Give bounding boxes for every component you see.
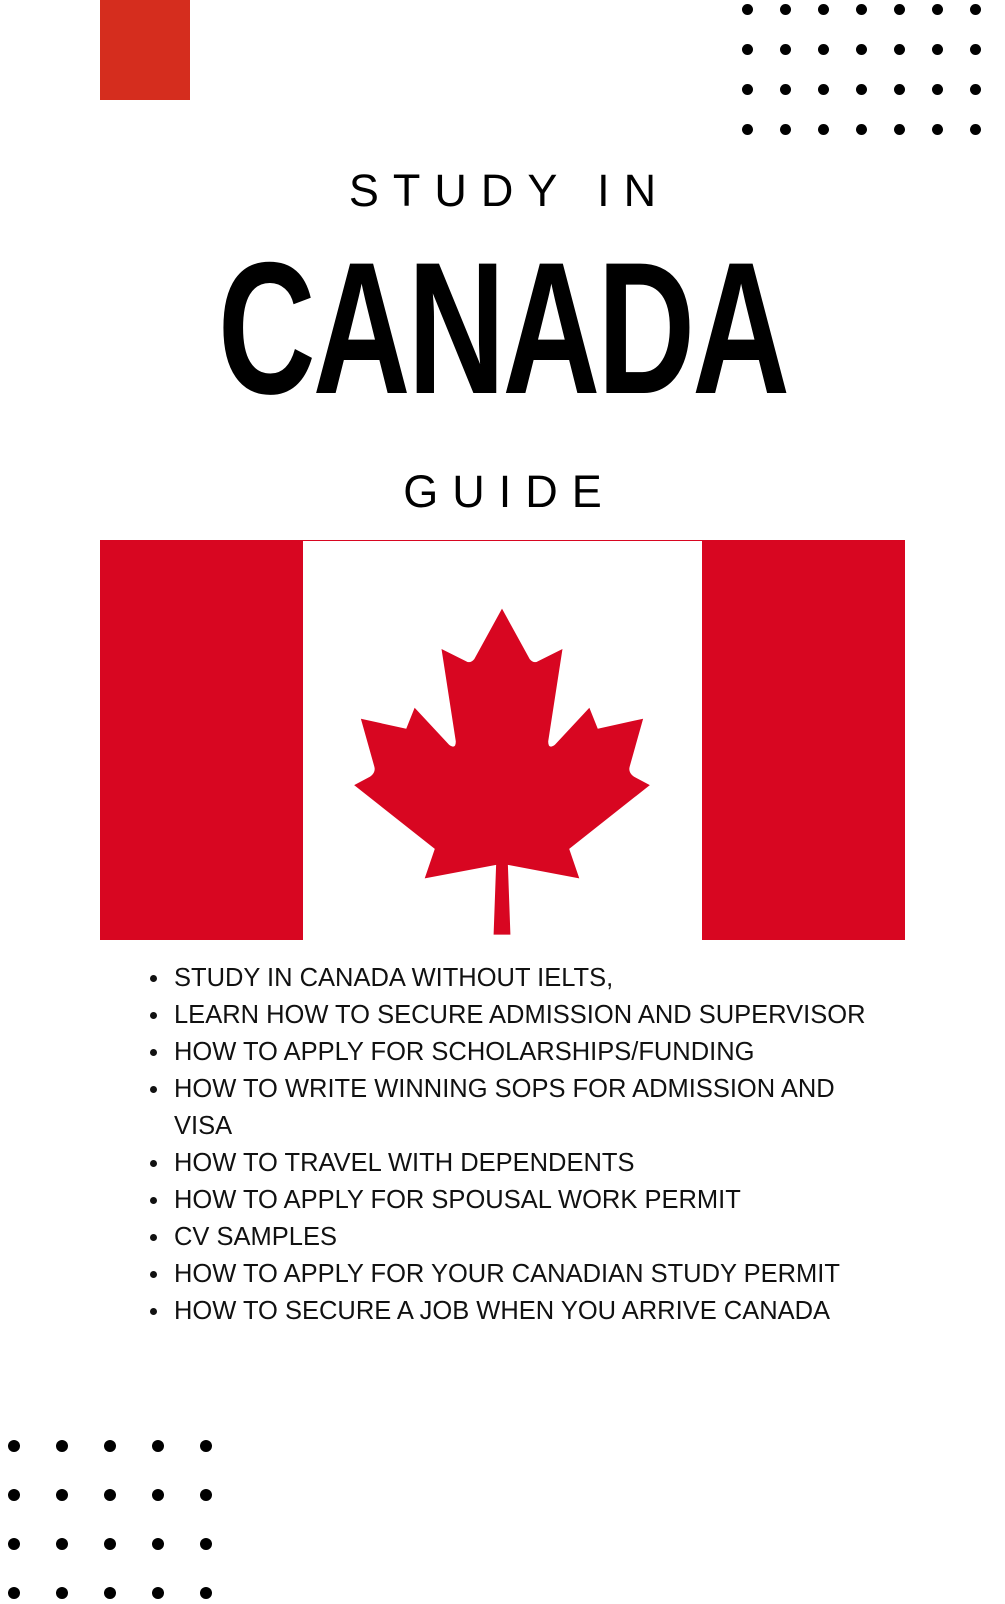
canada-flag-icon [100, 540, 905, 940]
dot [56, 1538, 68, 1550]
bullet-icon [150, 975, 157, 982]
dot [818, 44, 829, 55]
dot-pattern-top-right [742, 4, 1005, 164]
dot [8, 1440, 20, 1452]
feature-list-item [150, 1256, 880, 1293]
dot [742, 84, 753, 95]
bullet-icon [150, 1234, 157, 1241]
feature-list-item [150, 1071, 880, 1145]
bullet-icon [150, 1308, 157, 1315]
dot [856, 124, 867, 135]
bullet-icon [150, 1271, 157, 1278]
dot [780, 84, 791, 95]
dot [970, 4, 981, 15]
feature-text: CV SAMPLES [174, 1223, 337, 1251]
dot [932, 124, 943, 135]
dot-pattern-bottom-left [8, 1440, 248, 1604]
dot [780, 44, 791, 55]
dot [8, 1538, 20, 1550]
feature-text: HOW TO WRITE WINNING SOPS FOR ADMISSION AND VISA [174, 1075, 835, 1140]
dot [780, 4, 791, 15]
feature-text: LEARN HOW TO SECURE ADMISSION AND SUPERVISOR [174, 1001, 866, 1029]
dot [894, 124, 905, 135]
feature-text: HOW TO APPLY FOR SPOUSAL WORK PERMIT [174, 1186, 741, 1214]
feature-list [150, 960, 880, 1330]
bullet-icon [150, 1160, 157, 1167]
feature-list-item [150, 997, 880, 1034]
bullet-icon [150, 1197, 157, 1204]
dot [742, 124, 753, 135]
dot [856, 44, 867, 55]
dot [742, 4, 753, 15]
dot [152, 1489, 164, 1501]
feature-list-item [150, 1034, 880, 1071]
feature-list-item [150, 1219, 880, 1256]
bullet-icon [150, 1049, 157, 1056]
dot [742, 44, 753, 55]
feature-text: HOW TO TRAVEL WITH DEPENDENTS [174, 1149, 635, 1177]
dot [894, 84, 905, 95]
dot [56, 1489, 68, 1501]
feature-list-item [150, 1182, 880, 1219]
dot [200, 1440, 212, 1452]
feature-text: STUDY IN CANADA WITHOUT IELTS, [174, 964, 614, 992]
dot [894, 44, 905, 55]
dot [856, 84, 867, 95]
dot [932, 44, 943, 55]
heading-subtitle: GUIDE [403, 466, 616, 517]
dot [104, 1538, 116, 1550]
dot [894, 4, 905, 15]
bullet-icon [150, 1086, 157, 1093]
feature-text: HOW TO SECURE A JOB WHEN YOU ARRIVE CANADA [174, 1297, 831, 1325]
feature-text: HOW TO APPLY FOR SCHOLARSHIPS/FUNDING [174, 1038, 755, 1066]
feature-list-item [150, 1145, 880, 1182]
dot [200, 1489, 212, 1501]
dot [970, 44, 981, 55]
dot [932, 84, 943, 95]
dot [8, 1587, 20, 1599]
dot [780, 124, 791, 135]
dot [8, 1489, 20, 1501]
dot [56, 1587, 68, 1599]
feature-list-item [150, 1293, 880, 1330]
dot [932, 4, 943, 15]
dot [200, 1587, 212, 1599]
dot [104, 1587, 116, 1599]
dot [970, 124, 981, 135]
dot [56, 1440, 68, 1452]
dot [104, 1489, 116, 1501]
dot [152, 1440, 164, 1452]
dot [818, 4, 829, 15]
dot [152, 1538, 164, 1550]
dot [152, 1587, 164, 1599]
dot [104, 1440, 116, 1452]
dot [856, 4, 867, 15]
bullet-icon [150, 1012, 157, 1019]
feature-text: HOW TO APPLY FOR YOUR CANADIAN STUDY PERMIT [174, 1260, 840, 1288]
feature-list-item [150, 960, 880, 997]
dot [200, 1538, 212, 1550]
heading-main-title: CANADA [217, 223, 788, 433]
accent-red-square [100, 0, 190, 100]
dot [818, 84, 829, 95]
dot [970, 84, 981, 95]
heading-pre-title: STUDY IN [348, 165, 671, 216]
dot [818, 124, 829, 135]
